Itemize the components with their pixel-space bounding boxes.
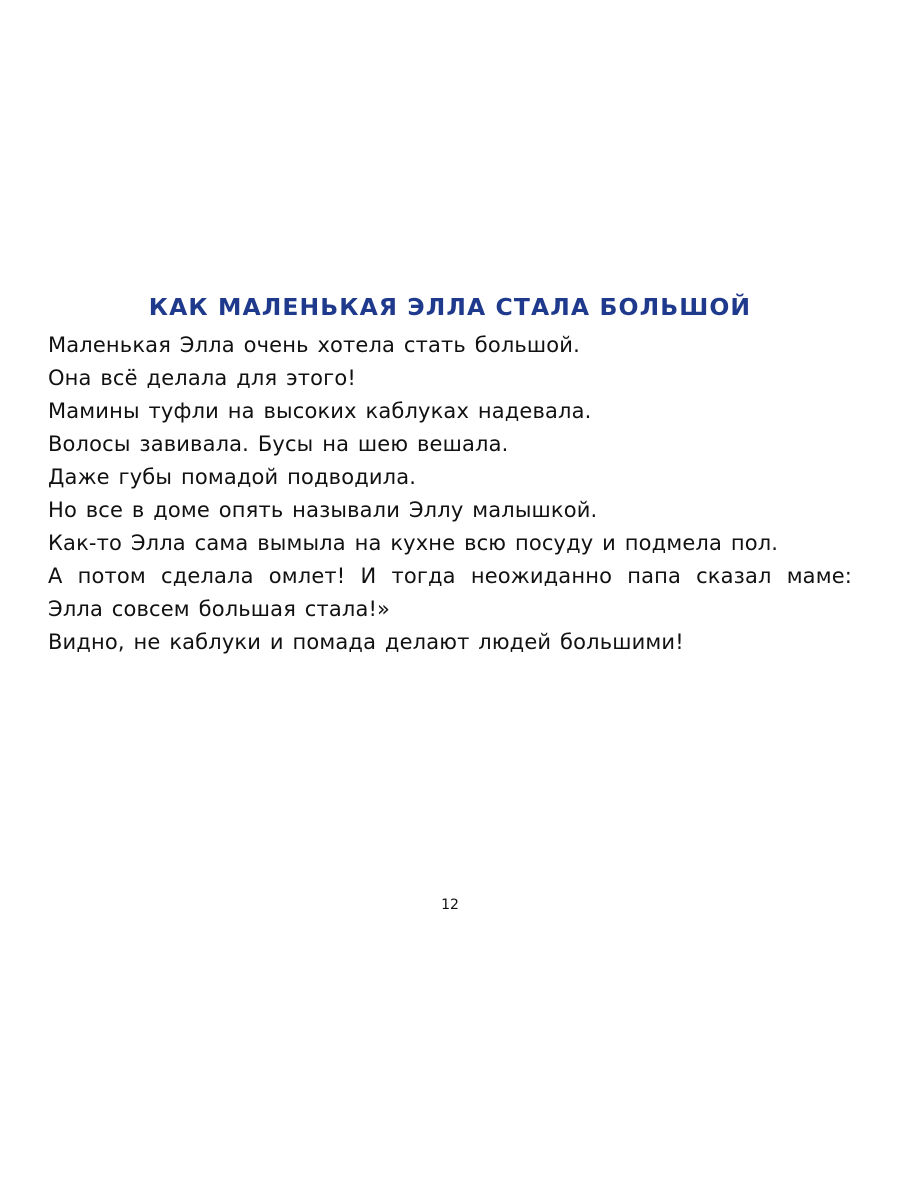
story-line: Даже губы помадой подводила. bbox=[48, 465, 417, 489]
story-title: КАК МАЛЕНЬКАЯ ЭЛЛА СТАЛА БОЛЬШОЙ bbox=[148, 293, 752, 321]
story-line: Видно, не каблуки и помада делают людей большими! bbox=[48, 630, 684, 654]
page-number: 12 bbox=[441, 897, 459, 913]
story-text bbox=[48, 329, 852, 659]
story-line: Как-то Элла сама вымыла на кухне всю посуду и подмела пол. bbox=[48, 531, 779, 555]
story-line: А потом сделала омлет! И тогда неожиданно папа сказал маме: bbox=[48, 564, 852, 588]
story-line: Элла совсем большая стала!» bbox=[48, 597, 391, 621]
story-line: Волосы завивала. Бусы на шею вешала. bbox=[48, 432, 509, 456]
story-line: Она всё делала для этого! bbox=[48, 366, 356, 390]
story-line: Но все в доме опять называли Эллу малышкой. bbox=[48, 498, 598, 522]
story-line: Мамины туфли на высоких каблуках надевала. bbox=[48, 399, 592, 423]
story-line: Маленькая Элла очень хотела стать большой. bbox=[48, 333, 580, 357]
